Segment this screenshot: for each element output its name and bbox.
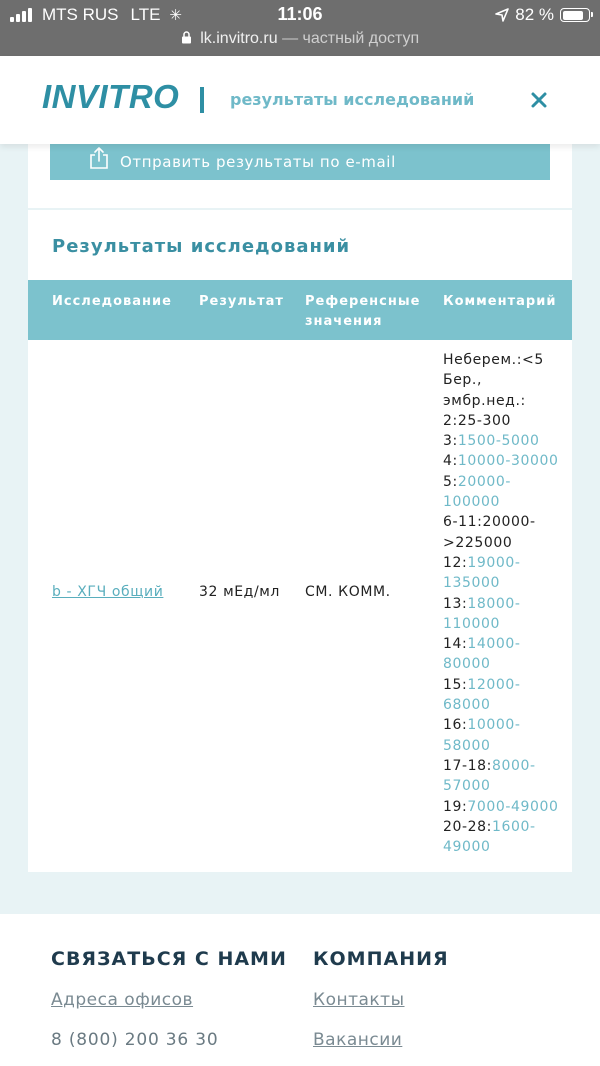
comment-cell [443,350,567,857]
location-icon [495,8,509,22]
contact-heading: СВЯЗАТЬСЯ С НАМИ [51,948,287,970]
share-icon [88,146,110,170]
comment-line: 16:10000- [443,717,521,734]
comment-line: 135000 [443,575,501,592]
test-name-link[interactable]: b - ХГЧ общий [52,584,164,600]
battery-percent: 82 % [515,5,554,24]
battery-icon [560,8,590,22]
network-type: LTE [130,5,161,24]
actions-card [28,144,572,208]
comment-line: 58000 [443,737,491,754]
comment-line: 12:19000- [443,554,521,571]
comment-line: >225000 [443,534,513,551]
comment-line: 5:20000- [443,473,512,490]
comment-line: 15:12000- [443,676,521,693]
reference-value: СМ. КОММ. [305,584,391,600]
status-bar [0,0,600,56]
comment-line: 100000 [443,494,501,511]
comment-line: 6-11:20000- [443,514,536,531]
comment-line: 17-18:8000- [443,757,536,774]
comment-line: 19:7000-49000 [443,798,559,815]
comment-line: 49000 [443,839,491,856]
comment-line: 110000 [443,615,501,632]
phone-number[interactable]: 8 (800) 200 36 30 [51,1030,219,1050]
results-title: Результаты исследований [52,236,351,257]
result-value: 32 мЕд/мл [199,584,280,600]
url-suffix: — частный доступ [282,30,420,47]
comment-line: Бер., эмбр.нед.: [443,372,526,409]
site-header [0,56,600,144]
col-comment: Комментарий [443,294,557,309]
comment-line: 3:1500-5000 [443,433,540,450]
comment-line: 14:14000- [443,636,521,653]
col-reference: Референсные значения [305,294,421,329]
comment-line: 80000 [443,656,491,673]
site-footer [0,914,600,1066]
close-icon[interactable] [528,89,550,111]
col-test: Исследование [52,294,172,309]
status-right [495,5,590,25]
logo-divider [200,87,204,113]
comment-line: 4:10000-30000 [443,453,559,470]
invitro-logo[interactable]: INVITRO [42,78,180,115]
company-heading: КОМПАНИЯ [313,948,449,970]
send-email-button[interactable] [50,144,550,180]
url-text: lk.invitro.ru [200,30,278,47]
comment-line: 57000 [443,778,491,795]
comment-line: 2:25-300 [443,412,512,429]
carrier-name: MTS RUS [42,5,119,24]
comment-line: Неберем.:<5 [443,352,544,368]
loading-icon: ✳ [169,7,182,24]
comment-line: 13:18000- [443,595,521,612]
send-email-label: Отправить результаты по e-mail [120,153,396,171]
address-bar[interactable] [0,30,600,48]
results-table-header [28,280,572,340]
table-row [28,340,572,872]
col-result: Результат [199,294,284,309]
comment-line: 20-28:1600- [443,818,536,835]
offices-link[interactable]: Адреса офисов [51,990,194,1010]
clock: 11:06 [277,4,323,24]
comment-line: 68000 [443,697,491,714]
lock-icon [181,31,192,44]
results-card [28,210,572,872]
header-subtitle: результаты исследований [230,90,475,109]
vacancies-link[interactable]: Вакансии [313,1030,403,1050]
contacts-link[interactable]: Контакты [313,990,405,1010]
